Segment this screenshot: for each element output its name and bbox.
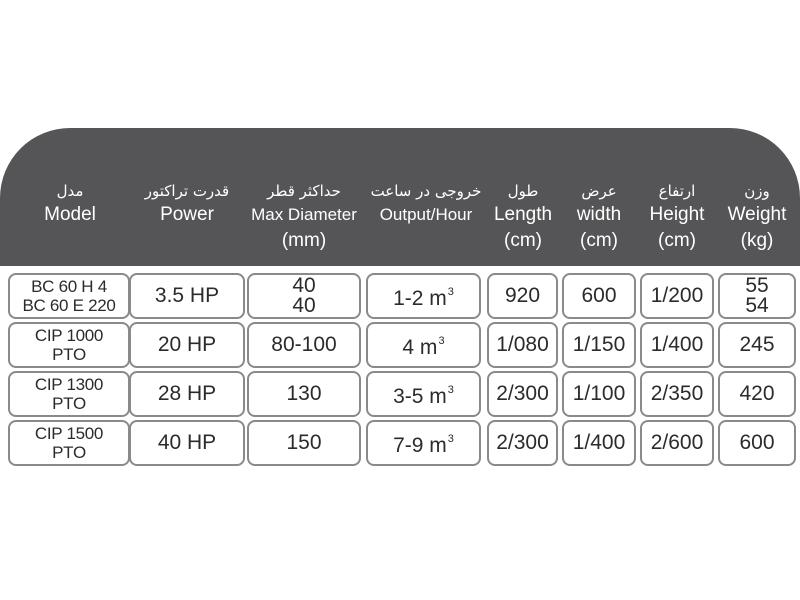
- cell-value: 920: [504, 284, 541, 307]
- header-col-width: [560, 180, 638, 254]
- header-label-en: Height: [649, 204, 705, 225]
- cell-weight: [718, 273, 796, 319]
- output-text: 3-5 m: [393, 384, 447, 408]
- output-value: [393, 284, 454, 309]
- cell-value: 2/600: [650, 431, 704, 454]
- cell-output: [366, 371, 481, 417]
- header-label-en: (kg): [740, 230, 774, 251]
- cell-line: PTO: [52, 345, 86, 364]
- cell-length: [487, 273, 558, 319]
- cell-output: [366, 322, 481, 368]
- cell-power: [129, 322, 245, 368]
- cell-power: [129, 273, 245, 319]
- cell-line: BC 60 E 220: [22, 296, 116, 315]
- cell-line: 80-100: [271, 333, 337, 356]
- cell-value: 1/400: [650, 333, 704, 356]
- header-label-fa: حداکثر قطر: [267, 182, 341, 200]
- cell-line: 40: [292, 274, 316, 297]
- header-label-en: (cm): [658, 230, 696, 251]
- cell-line: 150: [286, 431, 322, 454]
- header-label-fa: طول: [507, 182, 539, 200]
- cell-power: [129, 371, 245, 417]
- cell-line: CIP 1300: [34, 375, 104, 394]
- header-label-fa: عرض: [581, 182, 617, 200]
- cell-model: [8, 420, 130, 466]
- cell-line: PTO: [52, 443, 86, 462]
- cell-width: [562, 371, 636, 417]
- output-value: [393, 382, 454, 407]
- header-label-en: Output/Hour: [379, 205, 473, 224]
- cell-line: 40: [292, 294, 316, 317]
- cell-line: BC 60 H 4: [31, 277, 107, 296]
- cell-model: [8, 273, 130, 319]
- cell-height: [640, 273, 714, 319]
- output-unit-exponent: 3: [447, 285, 454, 298]
- cell-height: [640, 322, 714, 368]
- cell-value: 40 HP: [157, 431, 217, 454]
- cell-diameter: [247, 273, 361, 319]
- cell-line: CIP 1500: [34, 424, 104, 443]
- cell-value: 28 HP: [157, 382, 217, 405]
- header-label-en: width: [576, 204, 622, 225]
- cell-weight: [718, 322, 796, 368]
- output-value: [393, 431, 454, 456]
- cell-width: [562, 322, 636, 368]
- header-label-en: (mm): [281, 230, 327, 251]
- header-label-fa: مدل: [56, 182, 84, 200]
- cell-value: 600: [581, 284, 617, 307]
- cell-line: 420: [739, 382, 775, 405]
- header-label-fa: خروجی در ساعت: [370, 182, 482, 200]
- cell-power: [129, 420, 245, 466]
- cell-line: 130: [286, 382, 322, 405]
- cell-value: 1/400: [572, 431, 626, 454]
- header-label-fa: ارتفاع: [658, 182, 696, 200]
- output-unit-exponent: 3: [447, 383, 454, 396]
- cell-line: PTO: [52, 394, 86, 413]
- header-label-en: (cm): [504, 230, 542, 251]
- header-col-max-diameter: [238, 180, 370, 254]
- output-unit-exponent: 3: [447, 432, 454, 445]
- header-col-height: [636, 180, 718, 254]
- cell-line: 55: [745, 274, 769, 297]
- header-label-en: (cm): [580, 230, 618, 251]
- header-col-length: [484, 180, 562, 254]
- header-label-en: Power: [160, 204, 214, 225]
- output-text: 1-2 m: [393, 286, 447, 310]
- cell-line: 600: [739, 431, 775, 454]
- cell-height: [640, 420, 714, 466]
- header-col-output-hour: [366, 180, 486, 228]
- header-label-en: Weight: [727, 204, 787, 225]
- cell-value: 1/150: [572, 333, 626, 356]
- output-unit-exponent: 3: [438, 334, 445, 347]
- cell-line: 245: [739, 333, 775, 356]
- cell-height: [640, 371, 714, 417]
- header-label-fa: وزن: [744, 182, 770, 200]
- output-text: 4 m: [402, 335, 438, 359]
- cell-value: 2/300: [496, 431, 549, 454]
- cell-diameter: [247, 371, 361, 417]
- header-label-en: Max Diameter: [251, 205, 357, 224]
- cell-value: 1/100: [572, 382, 626, 405]
- cell-model: [8, 322, 130, 368]
- cell-value: 3.5 HP: [154, 284, 220, 307]
- cell-weight: [718, 420, 796, 466]
- cell-line: 54: [745, 294, 769, 317]
- cell-value: 2/350: [650, 382, 704, 405]
- header-col-model: [0, 180, 140, 228]
- cell-value: 20 HP: [157, 333, 217, 356]
- cell-model: [8, 371, 130, 417]
- cell-length: [487, 371, 558, 417]
- cell-value: 1/080: [496, 333, 549, 356]
- cell-output: [366, 420, 481, 466]
- header-label-en: Length: [493, 204, 553, 225]
- cell-diameter: [247, 322, 361, 368]
- header-label-en: Model: [44, 204, 96, 225]
- header-col-power: [128, 180, 246, 228]
- cell-length: [487, 420, 558, 466]
- header-col-weight: [716, 180, 798, 254]
- cell-width: [562, 420, 636, 466]
- cell-weight: [718, 371, 796, 417]
- cell-diameter: [247, 420, 361, 466]
- output-value: [402, 333, 444, 358]
- cell-output: [366, 273, 481, 319]
- cell-line: CIP 1000: [34, 326, 104, 345]
- cell-value: 2/300: [496, 382, 549, 405]
- cell-width: [562, 273, 636, 319]
- header-label-fa: قدرت تراکتور: [144, 182, 230, 200]
- cell-length: [487, 322, 558, 368]
- cell-value: 1/200: [650, 284, 704, 307]
- output-text: 7-9 m: [393, 433, 447, 457]
